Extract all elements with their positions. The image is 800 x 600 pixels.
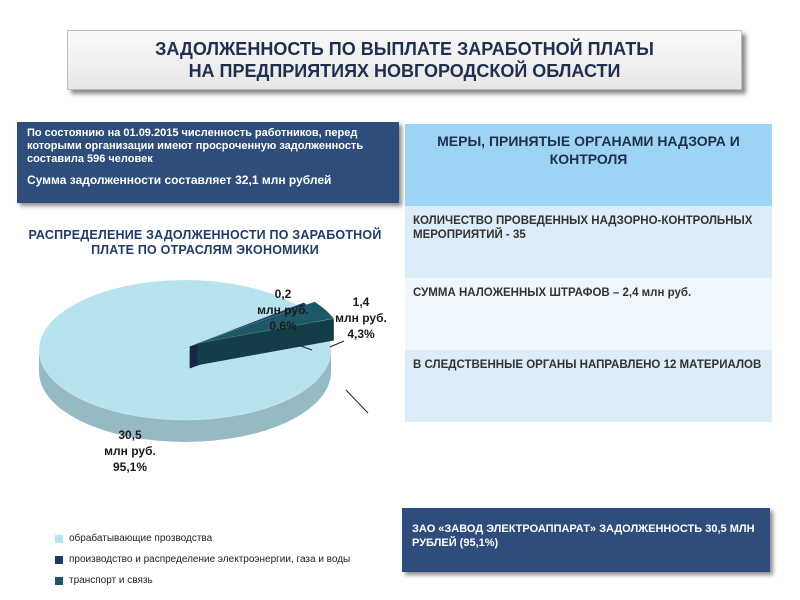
measure-item-inspections: КОЛИЧЕСТВО ПРОВЕДЕННЫХ НАДЗОРНО-КОНТРОЛЬНЫХ МЕРОПРИЯТИЙ - 35	[405, 206, 772, 278]
slice-label-value: 30,5	[118, 428, 142, 442]
slice-label-energy	[245, 286, 321, 334]
slice-label-value: 1,4	[352, 295, 370, 309]
slice-label-manufacturing	[90, 427, 170, 475]
legend-label: обрабатывающие прозводства	[69, 533, 213, 544]
legend-swatch	[55, 556, 63, 564]
summary-box	[17, 122, 399, 203]
leader-line-wall	[346, 390, 368, 413]
page-title	[67, 30, 742, 90]
measure-item-materials: В СЛЕДСТВЕННЫЕ ОРГАНЫ НАПРАВЛЕНО 12 МАТЕРИАЛОВ	[405, 350, 772, 422]
slice-label-percent: 95,1%	[112, 460, 148, 474]
legend-item	[55, 528, 350, 549]
slice-label-transport	[330, 294, 392, 342]
factory-debt-box: ЗАО «ЗАВОД ЭЛЕКТРОАППАРАТ» ЗАДОЛЖЕННОСТЬ 30,5 МЛН РУБЛЕЙ (95,1%)	[402, 508, 770, 572]
legend-label: транспорт и связь	[69, 575, 153, 586]
slice-label-value: 0,2	[274, 287, 292, 301]
summary-workers-text: По состоянию на 01.09.2015 численность работников, перед которыми организации имеют просроченную задолженность составила 596 человек	[27, 127, 364, 165]
slice-label-percent: 4,3%	[347, 327, 375, 341]
summary-debt-text: Сумма задолженности составляет 32,1 млн рублей	[27, 173, 332, 187]
slice-label-unit: млн руб.	[104, 444, 156, 458]
measures-panel	[405, 124, 772, 422]
chart-title: РАСПРЕДЕЛЕНИЕ ЗАДОЛЖЕННОСТИ ПО ЗАРАБОТНОЙ ПЛАТЕ ПО ОТРАСЛЯМ ЭКОНОМИКИ	[28, 228, 382, 257]
legend-swatch	[55, 535, 63, 543]
slice-label-unit: млн руб.	[335, 311, 387, 325]
legend-item	[55, 549, 350, 570]
legend-swatch	[55, 577, 63, 585]
title-line-2: НА ПРЕДПРИЯТИЯХ НОВГОРОДСКОЙ ОБЛАСТИ	[188, 61, 621, 81]
title-line-1: ЗАДОЛЖЕННОСТЬ ПО ВЫПЛАТЕ ЗАРАБОТНОЙ ПЛАТЫ	[155, 39, 654, 59]
slice-label-unit: млн руб.	[257, 303, 309, 317]
legend-item	[55, 570, 350, 591]
chart-legend	[55, 528, 350, 591]
slice-label-percent: 0,6%	[269, 319, 297, 333]
measure-item-fines: СУММА НАЛОЖЕННЫХ ШТРАФОВ – 2,4 млн руб.	[405, 278, 772, 350]
legend-label: производство и распределение электроэнергии, газа и воды	[69, 554, 351, 565]
measures-header: МЕРЫ, ПРИНЯТЫЕ ОРГАНАМИ НАДЗОРА И КОНТРОЛЯ	[405, 124, 772, 206]
